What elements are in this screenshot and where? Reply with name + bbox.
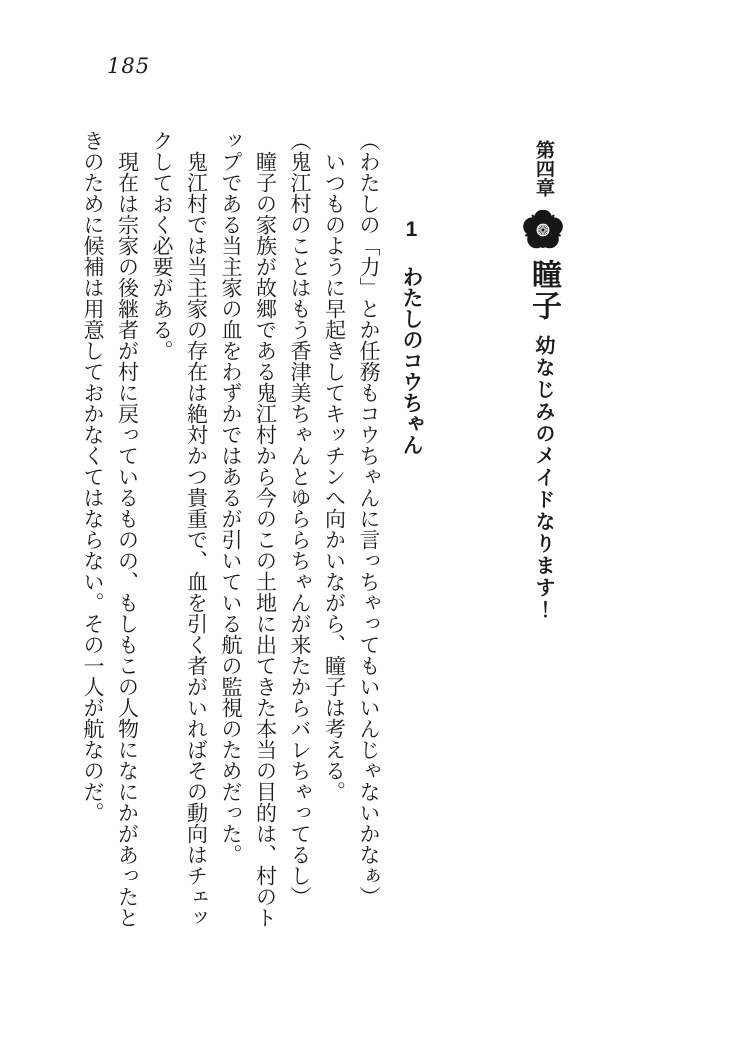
paragraph <box>317 130 352 945</box>
chapter-heading <box>520 140 566 621</box>
text-column: 鬼江村では当主家の存在は絶対かつ貴重で、血を引く者がいればその動向はチェッ <box>184 151 209 928</box>
flower-crest-icon <box>522 210 564 250</box>
text-column: 現在は宗家の後継者が村に戻っているものの、もしもこの人物になにかがあったと <box>115 151 140 928</box>
section-heading <box>393 218 429 455</box>
text-column: 瞳子の家族が故郷である鬼江村から今のこの土地に出てきた本当の目的は、村のト <box>253 151 278 928</box>
chapter-title: 瞳子 <box>527 259 560 321</box>
chapter-number-label: 第四章 <box>533 140 554 197</box>
text-column: （わたしの「力」とか任務もコウちゃんに言っちゃってもいいんじゃないかなぁ） <box>357 130 381 907</box>
text-column: きのために候補は用意しておかなくてはならない。その一人が航なのだ。 <box>81 130 105 823</box>
text-column: クしておく必要がある。 <box>150 130 174 361</box>
paragraph <box>283 130 318 945</box>
paragraph <box>214 130 283 945</box>
paragraph <box>352 130 387 945</box>
text-column: いつものように早起きしてキッチンへ向かいながら、瞳子は考える。 <box>322 151 347 802</box>
text-column: （鬼江村のことはもう香津美ちゃんとゆららちゃんが来たからバレちゃってるし） <box>288 130 312 907</box>
body-text <box>76 130 387 945</box>
section-number: 1 <box>400 218 423 241</box>
section-title: わたしのコウちゃん <box>400 266 423 455</box>
paragraph <box>76 130 145 945</box>
chapter-subtitle: 幼なじみのメイドなります！ <box>532 335 554 621</box>
paragraph <box>145 130 214 945</box>
text-column: ップである当主家の血をわずかではあるが引いている航の監視のためだった。 <box>219 130 243 865</box>
page-number: 185 <box>107 54 151 78</box>
